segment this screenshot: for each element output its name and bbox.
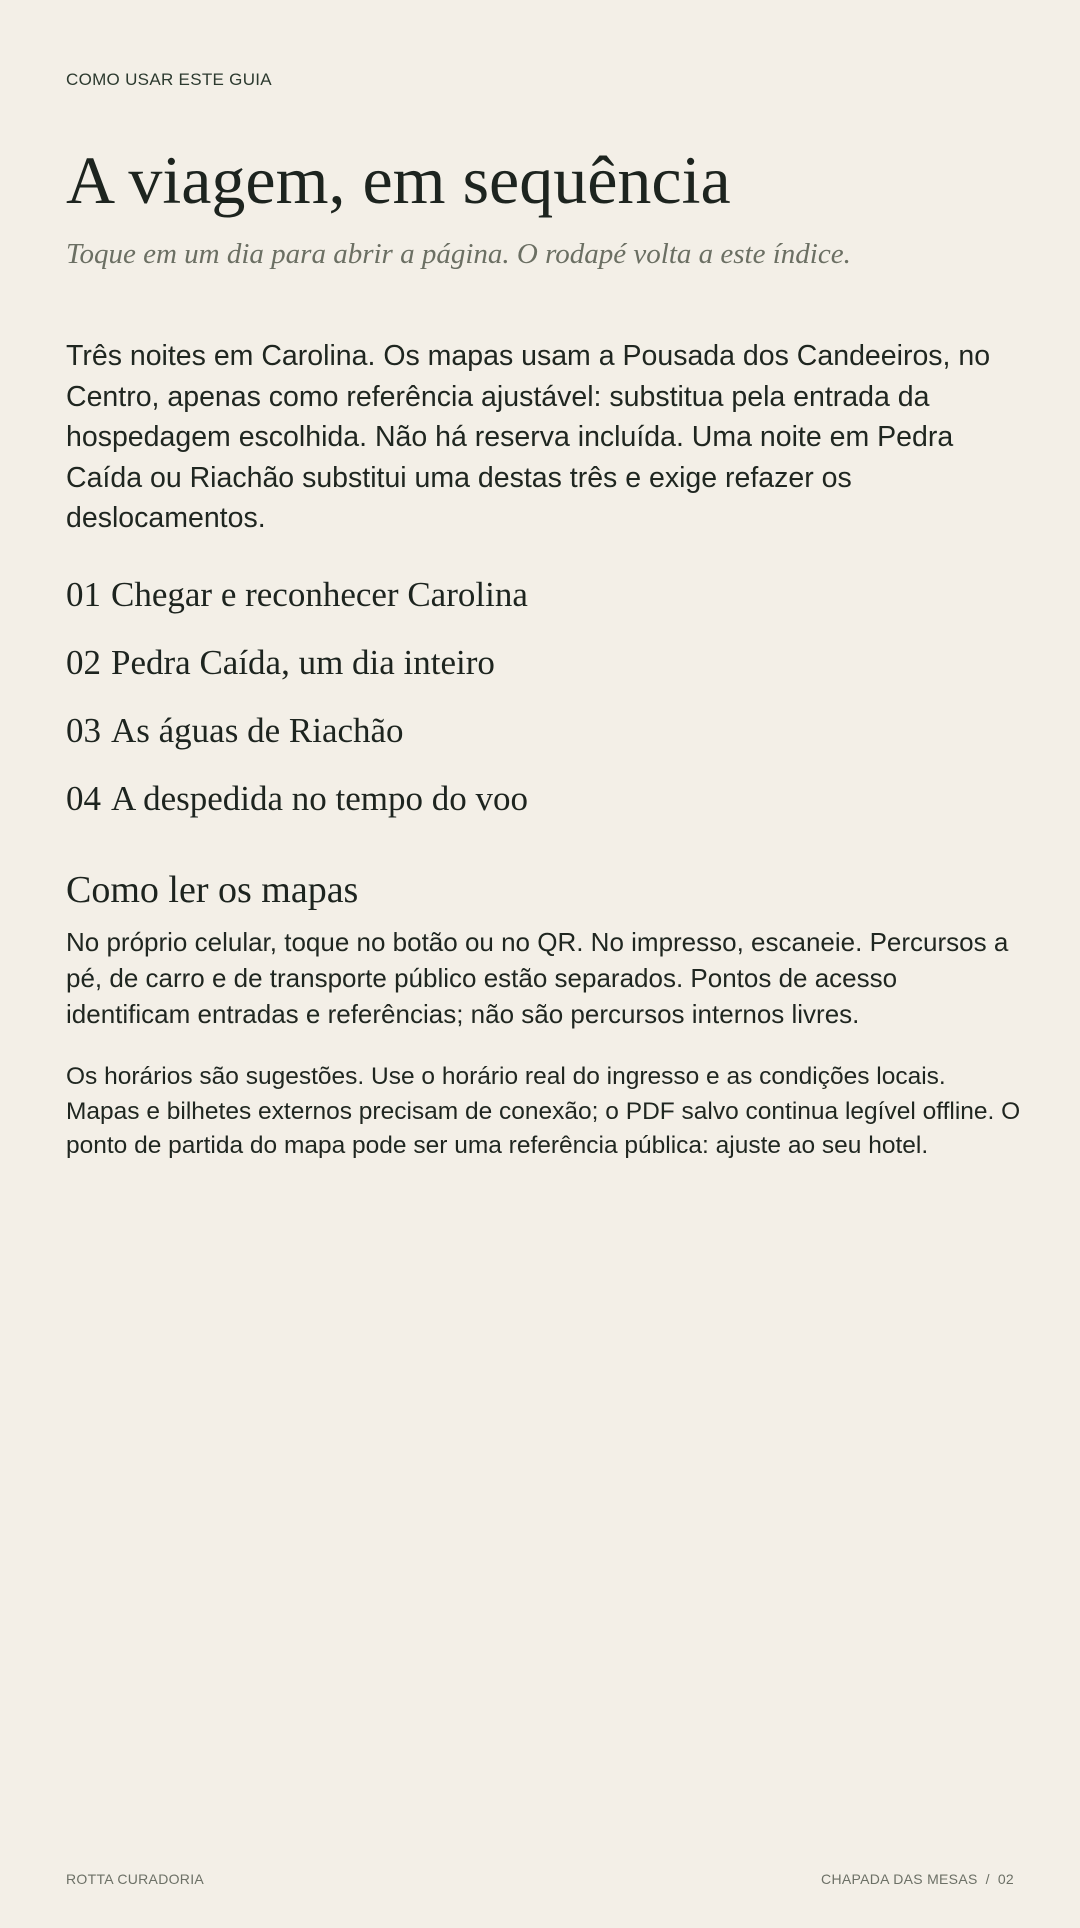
day-number: 03 (66, 711, 101, 750)
page-title: A viagem, em sequência (66, 142, 731, 218)
page-subtitle: Toque em um dia para abrir a página. O rodapé volta a este índice. (66, 238, 851, 270)
day-label: Chegar e reconhecer Carolina (111, 575, 528, 614)
footer-page-info[interactable] (821, 1871, 1014, 1887)
day-number: 02 (66, 643, 101, 682)
day-label: As águas de Riachão (111, 711, 404, 750)
footer-page-number: 02 (997, 1871, 1014, 1887)
footer-guide-name: CHAPADA DAS MESAS (821, 1871, 978, 1887)
day-link-04[interactable] (66, 774, 1014, 842)
day-label: Pedra Caída, um dia inteiro (111, 643, 495, 682)
day-label: A despedida no tempo do voo (111, 779, 529, 818)
maps-section-title: Como ler os mapas (66, 869, 359, 911)
day-number: 01 (66, 575, 101, 614)
footer-separator: / (985, 1871, 990, 1887)
intro-paragraph: Três noites em Carolina. Os mapas usam a Pousada dos Candeeiros, no Centro, apenas como referência ajustável: substitua pela entrada da hospedagem escolhida. Não há reserva incluída. Uma noite em Pedra Caída ou Riachão substitui uma destas três e exige refazer os deslocamentos. (66, 340, 991, 534)
day-link-03[interactable] (66, 706, 1014, 774)
day-link-02[interactable] (66, 638, 1014, 706)
footer-brand: ROTTA CURADORIA (66, 1871, 205, 1887)
day-link-01[interactable] (66, 570, 1014, 638)
maps-paragraph-2: Os horários são sugestões. Use o horário real do ingresso e as condições locais. Mapas e bilhetes externos precisam de conexão; o PDF salvo continua legível offline. O ponto de partida do mapa pode ser uma referência pública: ajuste ao seu hotel. (66, 1063, 1021, 1159)
maps-paragraph-1: No próprio celular, toque no botão ou no QR. No impresso, escaneie. Percursos a pé, de carro e de transporte público estão separados. Pontos de acesso identificam entradas e referências; não são percursos internos livres. (66, 927, 1009, 1029)
day-index (66, 570, 1014, 842)
section-eyebrow: COMO USAR ESTE GUIA (66, 70, 272, 89)
day-number: 04 (66, 779, 101, 818)
